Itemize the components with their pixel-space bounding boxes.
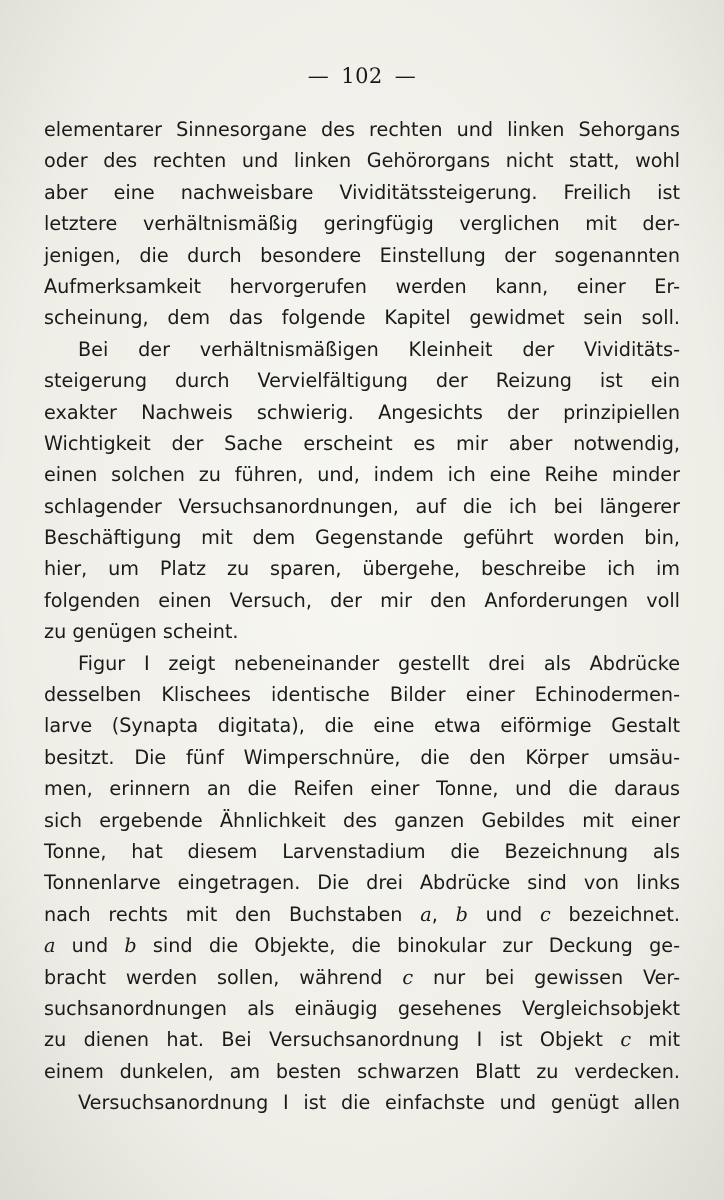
text-fragment: bezeichnet. bbox=[550, 902, 680, 926]
text-line: oder des rechten und linken Gehörorgans nicht statt, wohl bbox=[44, 149, 680, 173]
text-fragment: sind die Objekte, die binokular zur Deckung ge- bbox=[136, 934, 680, 958]
text-line: steigerung durch Vervielfältigung der Reizung ist ein bbox=[44, 369, 680, 393]
text-line: schlagender Versuchsanordnungen, auf die ich bei längerer bbox=[44, 494, 680, 518]
text-line: men, erinnern an die Reifen einer Tonne, und die daraus bbox=[44, 777, 680, 801]
text-line: suchsanordnungen als einäugig gesehenes Vergleichsobjekt bbox=[44, 996, 680, 1020]
text-line: Tonnenlarve eingetragen. Die drei Abdrücke sind von links bbox=[44, 871, 680, 895]
text-line-with-variables bbox=[44, 899, 680, 930]
text-line: Figur I zeigt nebeneinander gestellt drei als Abdrücke bbox=[78, 651, 680, 675]
text-line: exakter Nachweis schwierig. Angesichts der prinzipiellen bbox=[44, 400, 680, 424]
variable-c: c bbox=[539, 902, 551, 926]
variable-b: b bbox=[124, 934, 137, 958]
text-line: einem dunkelen, am besten schwarzen Blatt zu verdecken. bbox=[44, 1059, 680, 1083]
text-line: aber eine nachweisbare Vividitätssteigerung. Freilich ist bbox=[44, 180, 680, 204]
variable-a: a bbox=[420, 902, 432, 926]
text-line: Aufmerksamkeit hervorgerufen werden kann, einer Er- bbox=[44, 274, 680, 298]
text-line: hier, um Platz zu sparen, übergehe, beschreibe ich im bbox=[44, 557, 680, 581]
text-fragment: zu dienen hat. Bei Versuchsanordnung I ist Objekt bbox=[44, 1028, 621, 1052]
page-header bbox=[0, 64, 724, 88]
text-line: Beschäftigung mit dem Gegenstande geführt worden bin, bbox=[44, 526, 680, 550]
text-line: Wichtigkeit der Sache erscheint es mir aber notwendig, bbox=[44, 431, 680, 455]
variable-a: a bbox=[44, 934, 56, 958]
text-line: besitzt. Die fünf Wimperschnüre, die den Körper umsäu- bbox=[44, 745, 680, 769]
page-number: 102 bbox=[341, 64, 383, 88]
text-line: folgenden einen Versuch, der mir den Anforderungen voll bbox=[44, 588, 680, 612]
text-line: sich ergebende Ähnlichkeit des ganzen Gebildes mit einer bbox=[44, 808, 680, 832]
header-dash-right: — bbox=[394, 64, 417, 88]
text-line-with-variables bbox=[44, 962, 680, 993]
variable-c: c bbox=[402, 965, 414, 989]
paragraph-1 bbox=[44, 114, 680, 334]
text-fragment: und bbox=[55, 934, 125, 958]
text-line: letztere verhältnismäßig geringfügig verglichen mit der- bbox=[44, 212, 680, 236]
text-line: desselben Klischees identische Bilder einer Echinodermen- bbox=[44, 683, 680, 707]
text-fragment: mit bbox=[631, 1028, 680, 1052]
paragraph-4 bbox=[44, 1087, 680, 1118]
header-dash-left: — bbox=[307, 64, 330, 88]
text-line: Versuchsanordnung I ist die einfachste und genügt allen bbox=[78, 1091, 680, 1115]
variable-c: c bbox=[620, 1028, 632, 1052]
variable-b: b bbox=[455, 902, 468, 926]
text-fragment: nach rechts mit den Buchstaben bbox=[44, 902, 421, 926]
text-fragment: und bbox=[467, 902, 540, 926]
text-line: jenigen, die durch besondere Einstellung der sogenannten bbox=[44, 243, 680, 267]
text-fragment: nur bei gewissen Ver- bbox=[413, 965, 680, 989]
text-line: zu genügen scheint. bbox=[44, 620, 239, 644]
text-fragment: bracht werden sollen, während bbox=[44, 965, 403, 989]
body-text bbox=[44, 114, 680, 1119]
text-line-with-variables bbox=[44, 1024, 680, 1055]
text-line: einen solchen zu führen, und, indem ich eine Reihe minder bbox=[44, 463, 680, 487]
text-line: larve (Synapta digitata), die eine etwa eiförmige Gestalt bbox=[44, 714, 680, 738]
text-line: Bei der verhältnismäßigen Kleinheit der Vividitäts- bbox=[78, 337, 680, 361]
paragraph-2 bbox=[44, 334, 680, 648]
text-fragment: , bbox=[431, 902, 456, 926]
text-line: Tonne, hat diesem Larvenstadium die Bezeichnung als bbox=[44, 839, 680, 863]
text-line: elementarer Sinnesorgane des rechten und linken Sehorgans bbox=[44, 118, 680, 141]
paragraph-3 bbox=[44, 648, 680, 1087]
text-line-with-variables bbox=[44, 930, 680, 961]
text-line: scheinung, dem das folgende Kapitel gewidmet sein soll. bbox=[44, 306, 680, 330]
